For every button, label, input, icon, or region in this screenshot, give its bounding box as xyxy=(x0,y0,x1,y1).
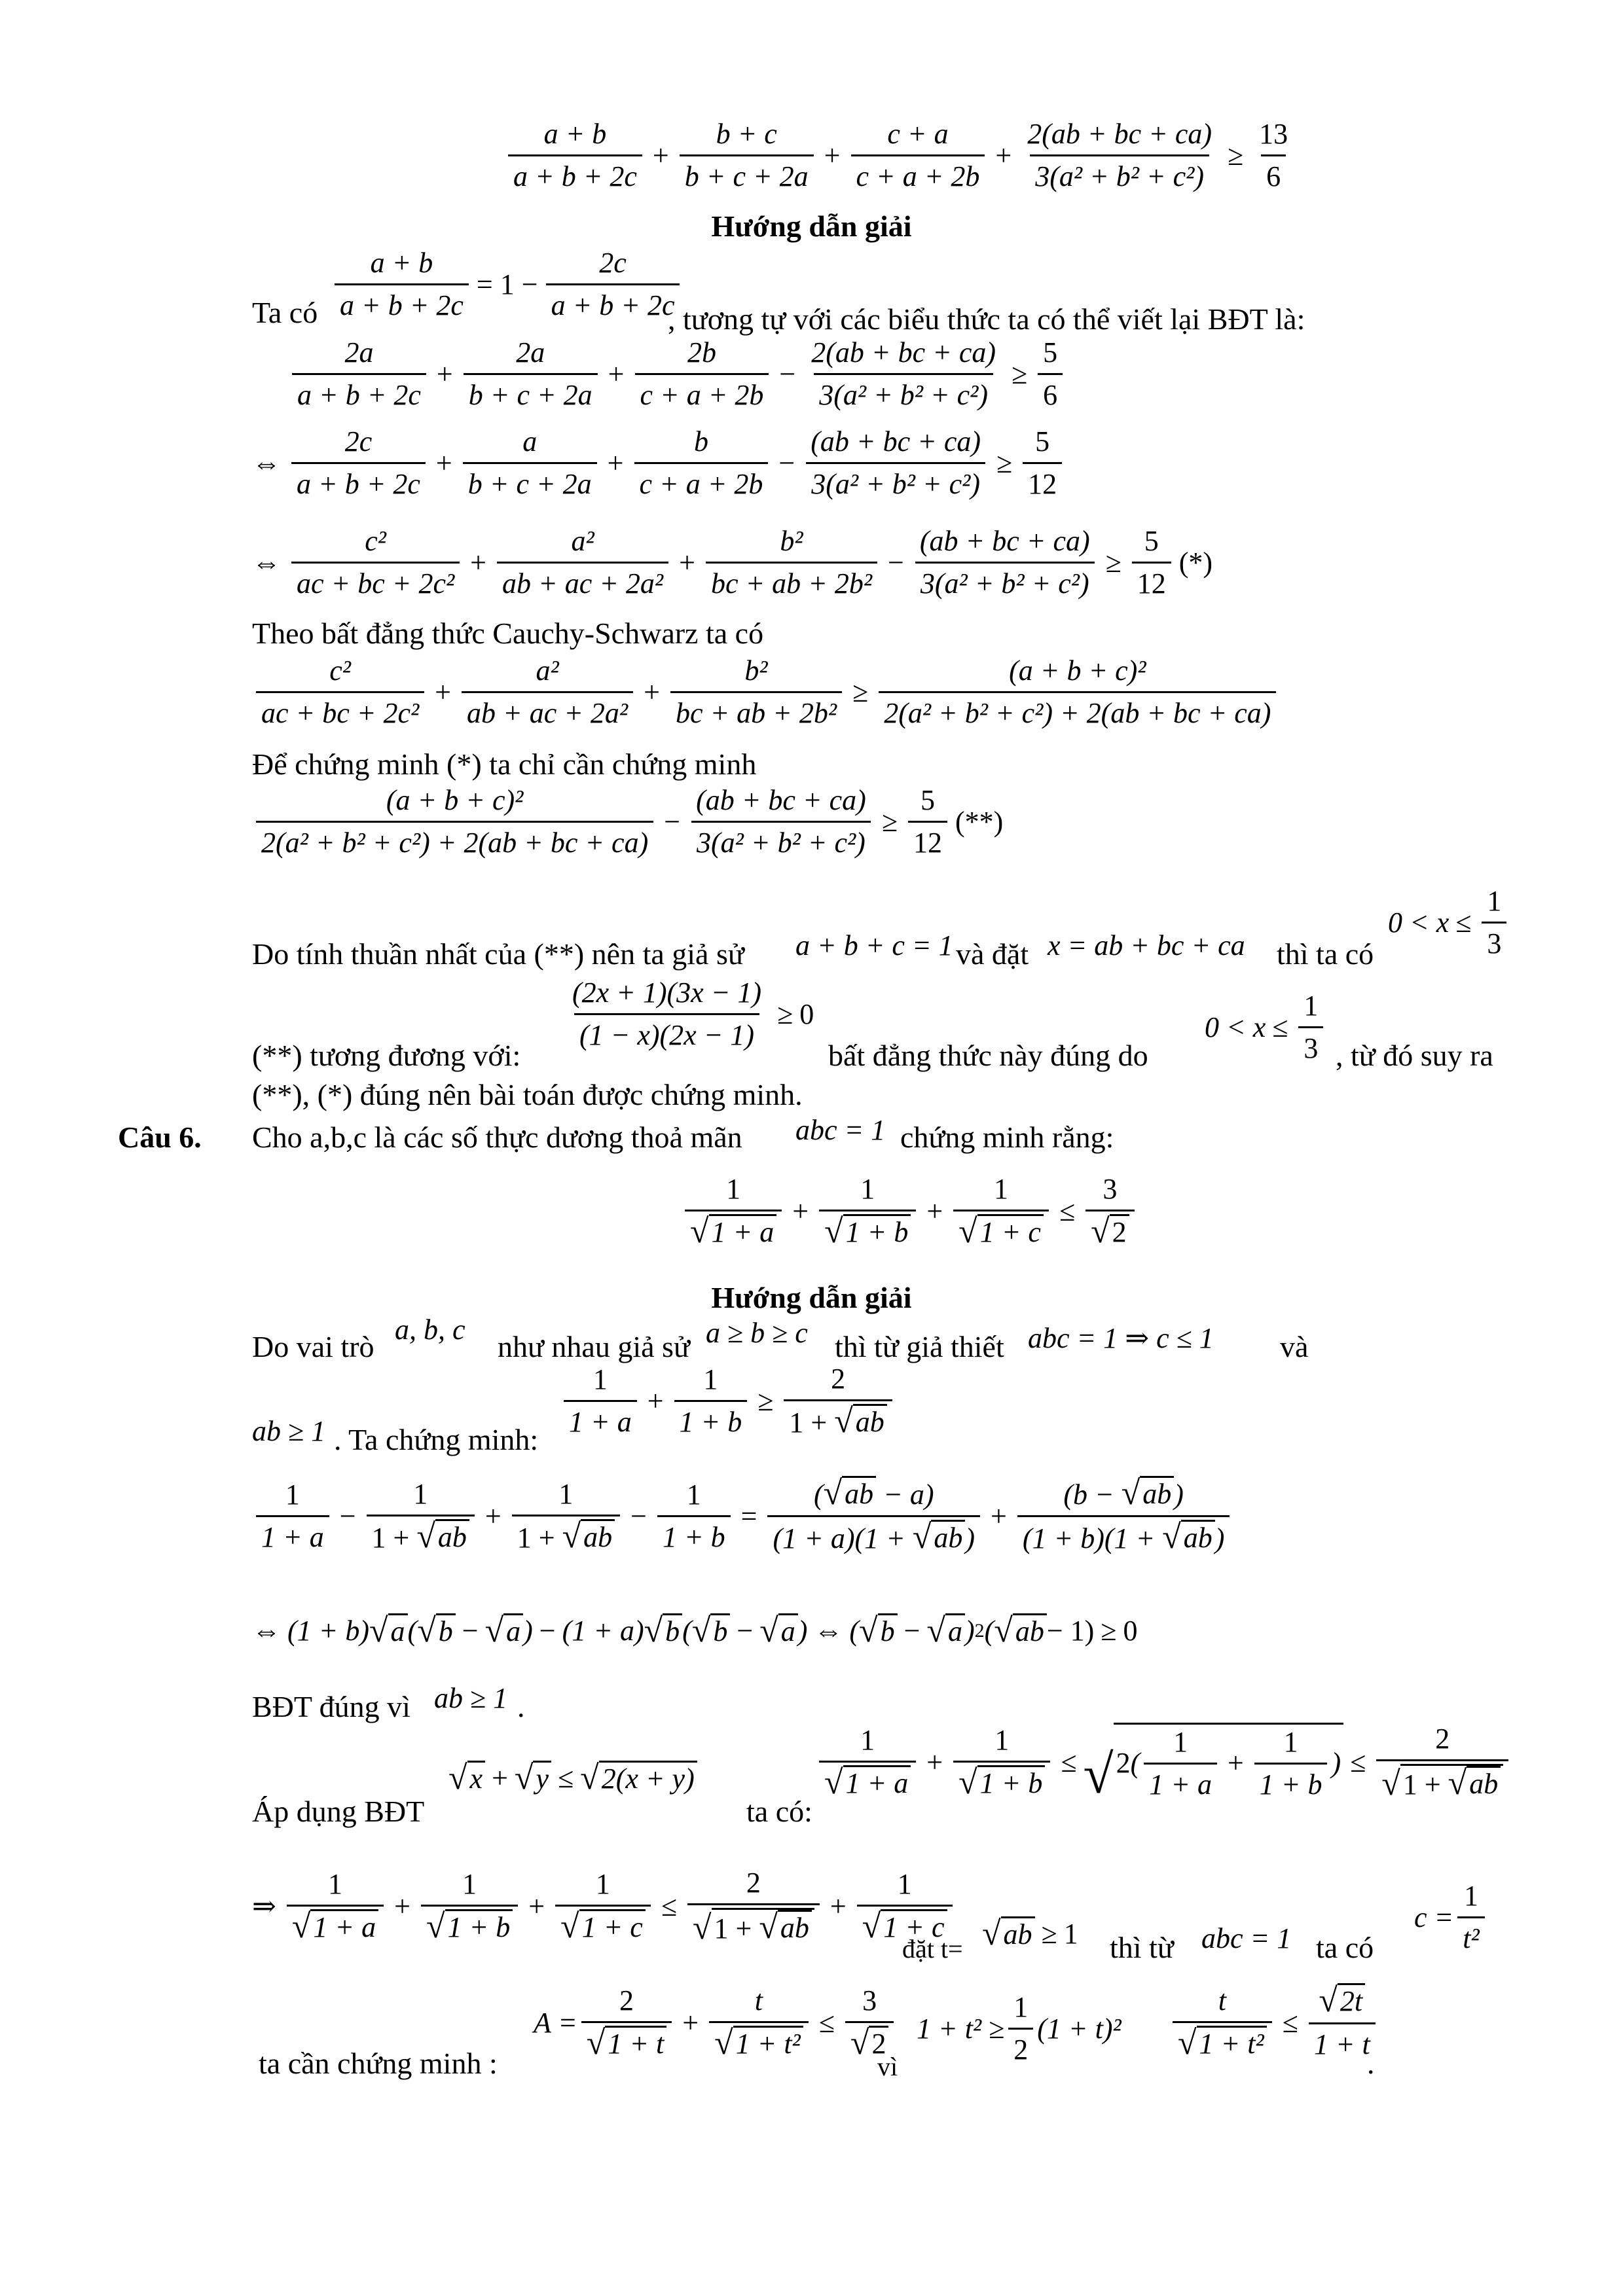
equals-one-minus: = 1 − xyxy=(476,268,538,300)
math-ab-ge-one-2: ab ≥ 1 xyxy=(434,1682,508,1714)
equation-bound-1 xyxy=(917,1990,1122,2068)
radicand: a xyxy=(503,1613,523,1648)
radicand: ab xyxy=(1001,1916,1035,1951)
expression-tail: − 1) xyxy=(1046,1615,1095,1647)
text-proved: (**), (*) đúng nên bài toán được chứng minh. xyxy=(252,1078,803,1111)
text-hence: , từ đó suy ra xyxy=(1336,1039,1493,1072)
fraction-numerator: (ab + bc + ca) xyxy=(696,784,866,816)
radicand: a xyxy=(778,1613,798,1648)
equation-step-2: ⇔ $\frac{2c}{a + b + 2c}$ + $\frac{a}{b + c + 2a}$ + $\frac{b}{c + a + 2b}$ − $\frac{(ab + bc + ca)}{\text{3(a² + b² + c²)}}$ ≥ $\frac{5}{12}$ xyxy=(252,424,1066,502)
equation-problem: $\frac{a + b}{a + b + 2c}$ + $\frac{b + c}{b + c + 2a}$ + $\frac{c + a}{c + a + 2b}$ + $\frac{2(ab + bc + ca)}{\text{3(a² + b² + c²)}}$ ≥ $\frac{13}{6}$ xyxy=(504,117,1297,194)
fraction-denominator: c + a + 2b xyxy=(634,462,769,502)
math-c-le-one: abc = 1 ⇒ c ≤ 1 xyxy=(1028,1322,1214,1354)
fraction-denominator: ac + bc + 2c² xyxy=(291,562,460,601)
inequality-right: (1 + t)² xyxy=(1037,2013,1122,2045)
text-role: Do vai trò xyxy=(252,1330,374,1363)
fraction-denominator: b + c + 2a xyxy=(680,154,814,194)
fraction-denominator: c + a + 2b xyxy=(635,373,769,413)
text-homogeneity: Do tính thuần nhất của (**) nên ta giả sử xyxy=(252,937,744,971)
radicand: 1 + a xyxy=(310,1909,378,1944)
fraction-numerator: 1 xyxy=(1173,1725,1188,1758)
fraction-numerator: 1 xyxy=(593,1363,608,1395)
math-ab-ge-one: ab ≥ 1 xyxy=(252,1415,326,1447)
text-and-set: và đặt xyxy=(956,937,1029,971)
radicand: y xyxy=(533,1761,551,1795)
text-true-because: bất đẳng thức này đúng do xyxy=(828,1039,1148,1072)
fraction-numerator: 2 xyxy=(619,1984,634,2017)
fraction-numerator: 2(ab + bc + ca) xyxy=(1027,118,1212,150)
text-because: vì xyxy=(877,2052,898,2081)
question-label: Câu 6. xyxy=(118,1121,202,1154)
fraction-numerator: 2a xyxy=(516,336,545,368)
exponent: 2 xyxy=(974,1619,985,1641)
radicand: 1 + b xyxy=(445,1909,513,1944)
fraction-numerator: (ab + bc + ca) xyxy=(919,525,1090,557)
fraction-numerator: 2a xyxy=(344,336,374,368)
fraction-numerator: 2c xyxy=(344,425,373,457)
fraction-numerator: 1 xyxy=(285,1479,300,1511)
fraction-denominator: a + b + 2c xyxy=(292,373,426,413)
fraction-numerator: c² xyxy=(329,655,351,687)
factor: (1 + b) xyxy=(287,1615,369,1647)
fraction-denominator: c + a + 2b xyxy=(851,154,985,194)
radicand: 1 + a xyxy=(843,1765,911,1800)
equation-cauchy-schwarz: $\frac{\text{c²}}{\text{ac + bc + 2c²}}$ + $\frac{\text{a²}}{\text{ab + ac + 2a²}}$ + $\frac{\text{b²}}{\text{bc + ab + 2b²}}$ ≥ $\frac{\text{(a + b + c)²}}{\text{2(a² + b² + c²) + 2(ab + bc + ca)}}$ xyxy=(252,653,1280,731)
denominator-part: (1 + xyxy=(1104,1522,1163,1554)
fraction-denominator: 1 + a xyxy=(1144,1763,1217,1803)
fraction-numerator: 1 xyxy=(897,1868,912,1900)
denominator-part: 1 + xyxy=(371,1522,417,1554)
fraction-numerator: 1 xyxy=(726,1173,741,1205)
math-abc-one: abc = 1 xyxy=(795,1114,886,1146)
math-order: a ≥ b ≥ c xyxy=(706,1317,808,1349)
fraction-numerator: t xyxy=(1218,1984,1226,2017)
text-need-prove: Để chứng minh (*) ta chỉ cần chứng minh xyxy=(252,747,757,781)
equation-identity xyxy=(331,245,684,323)
fraction-denominator: ab + ac + 2a² xyxy=(462,691,633,731)
fraction-numerator: 1 xyxy=(462,1868,477,1900)
radicand: 1 + t² xyxy=(1197,2026,1267,2060)
fraction-numerator: 1 xyxy=(1463,1880,1478,1912)
fraction-numerator: 1 xyxy=(595,1868,610,1900)
fraction-numerator: 1 xyxy=(1013,1991,1029,2023)
text-set-t: đặt t= xyxy=(902,1934,963,1964)
fraction-denominator: (1 − x)(2x − 1) xyxy=(574,1013,759,1053)
fraction-numerator: 2 xyxy=(831,1363,846,1395)
fraction-denominator: 2(a² + b² + c²) + 2(ab + bc + ca) xyxy=(256,821,653,861)
text-and: và xyxy=(1280,1330,1309,1363)
fraction-numerator: a² xyxy=(536,655,559,687)
text-we-have-2: ta có xyxy=(1316,1931,1374,1964)
fraction-denominator: 3 xyxy=(1482,922,1506,961)
coefficient: 2 xyxy=(1116,1747,1131,1779)
inequality-sign: ≥ xyxy=(1228,139,1244,171)
fraction-numerator: (a + b + c)² xyxy=(1009,655,1146,687)
fraction-denominator: 1 + b xyxy=(1254,1763,1328,1803)
fraction-numerator: 1 xyxy=(994,1724,1010,1756)
numerator-part: b − xyxy=(1072,1479,1122,1511)
inequality-left: 0 < x xyxy=(1205,1011,1266,1043)
question-text: Cho a,b,c là các số thực dương thoả mãn xyxy=(252,1121,742,1154)
fraction-denominator: 6 xyxy=(1261,154,1286,194)
fraction-numerator: 5 xyxy=(920,784,935,816)
math-sum-one: a + b + c = 1 xyxy=(795,929,953,961)
fraction-denominator: 2(a² + b² + c²) + 2(ab + bc + ca) xyxy=(879,691,1276,731)
fraction-denominator: b + c + 2a xyxy=(464,373,598,413)
text-cauchy: Theo bất đẳng thức Cauchy-Schwarz ta có xyxy=(252,617,764,650)
radicand: 1 + b xyxy=(843,1214,911,1249)
equation-sqrt-ineq: √ x + √ y ≤ √ 2(x + y) xyxy=(448,1761,697,1795)
fraction-numerator: (a + b + c)² xyxy=(386,784,524,816)
fraction-numerator: a + b xyxy=(370,247,433,279)
equation-left: A = xyxy=(534,2007,577,2039)
equation-x-range: 0 < x ≤ $\frac{1}{3}$ xyxy=(1388,884,1510,961)
fraction-numerator: b + c xyxy=(716,118,777,150)
radicand: b xyxy=(436,1613,456,1648)
radicand: ab xyxy=(853,1404,887,1439)
fraction-numerator: 1 xyxy=(686,1479,701,1511)
fraction-numerator: c + a xyxy=(887,118,949,150)
fraction-denominator: 2 xyxy=(1008,2028,1033,2068)
fraction-denominator: 12 xyxy=(1023,462,1062,502)
equation-tag: (*) xyxy=(1178,547,1213,579)
zero: 0 xyxy=(799,998,814,1030)
fraction-denominator: 1 + b xyxy=(674,1400,748,1440)
solution-heading-2: Hướng dẫn giải xyxy=(711,1281,912,1314)
denominator-part: (1 + a) xyxy=(773,1522,855,1554)
radicand: a xyxy=(388,1613,408,1648)
text-apply: Áp dụng BĐT xyxy=(252,1795,425,1828)
radicand: ab xyxy=(778,1910,812,1945)
fraction-numerator: 13 xyxy=(1259,118,1288,150)
radicand: ab xyxy=(1467,1766,1501,1801)
radicand: ab xyxy=(1013,1613,1047,1648)
radicand: 2(x + y) xyxy=(599,1761,697,1795)
radicand: 1 + b xyxy=(977,1765,1046,1800)
fraction-numerator: a² xyxy=(571,525,594,557)
text-then: thì ta có xyxy=(1277,937,1374,971)
radicand: b xyxy=(663,1613,682,1648)
fraction-numerator: 5 xyxy=(1144,525,1159,557)
radicand: 1 + c xyxy=(579,1909,646,1944)
fraction-numerator: 5 xyxy=(1035,425,1050,457)
text-period: . xyxy=(517,1690,525,1723)
fraction-numerator: 2c xyxy=(599,247,627,279)
equation-bound-2: t √ 1 + t² ≤ √ 2t 1 + t xyxy=(1169,1983,1379,2062)
fraction-denominator: 1 + t xyxy=(1309,2022,1376,2062)
math-x-def: x = ab + bc + ca xyxy=(1048,929,1245,961)
text-equivalent: (**) tương đương với: xyxy=(252,1039,521,1072)
radicand: x xyxy=(467,1761,486,1795)
math-abc: a, b, c xyxy=(395,1314,465,1346)
fraction-denominator: a + b + 2c xyxy=(546,283,680,323)
radicand: 2 xyxy=(869,2026,888,2060)
text-we-prove: . Ta chứng minh: xyxy=(334,1423,539,1456)
radicand: 2t xyxy=(1338,1983,1365,2018)
radicand: ab xyxy=(1181,1520,1215,1554)
fraction-numerator: a + b xyxy=(543,118,607,150)
fraction-numerator: c² xyxy=(365,525,386,557)
radicand: ab xyxy=(1140,1476,1174,1511)
text-need-show: ta cần chứng minh : xyxy=(259,2047,498,2080)
text-from: thì từ xyxy=(1110,1931,1174,1964)
radicand: b xyxy=(710,1613,730,1648)
radicand: ab xyxy=(931,1520,965,1554)
radicand: 1 + t xyxy=(605,2026,666,2060)
fraction-numerator: b² xyxy=(780,525,803,557)
fraction-numerator: 3 xyxy=(862,1984,877,2017)
fraction-denominator: 3(a² + b² + c²) xyxy=(915,562,1095,601)
fraction-denominator: a + b + 2c xyxy=(508,154,642,194)
radicand: ab xyxy=(842,1476,876,1511)
fraction-denominator: 12 xyxy=(908,821,947,861)
fraction-denominator: 1 + a xyxy=(256,1515,329,1555)
text-rewrite: , tương tự với các biểu thức ta có thể viết lại BĐT là: xyxy=(668,302,1305,336)
fraction-denominator: bc + ab + 2b² xyxy=(706,562,877,601)
equation-star-star: $\frac{\text{(a + b + c)²}}{\text{2(a² + b² + c²) + 2(ab + bc + ca)}}$ − $\frac{(ab + bc + ca)}{\text{3(a² + b² + c²)}}$ ≥ $\frac{5}{12}$ (**) xyxy=(252,783,1007,861)
equation-x-range-2: 0 < x ≤ $\frac{1}{3}$ xyxy=(1205,988,1327,1066)
equation-lemma-proof: $\frac{1}{1 + a}$ − 1 1 + √ ab + 1 1 + √ ab − $\frac{1}{1 + b}$ = ( √ ab − a) (1 + a)(1 + √ ab ) + (b − √ ab ) (1 + b)(1 + √ ab ) xyxy=(252,1476,1233,1556)
denominator-part: (1 + b) xyxy=(1022,1522,1104,1554)
fraction-denominator: bc + ab + 2b² xyxy=(670,691,842,731)
fraction-numerator: 1 xyxy=(328,1868,342,1900)
radicand: 1 + c xyxy=(977,1214,1044,1249)
text-from-hyp: thì từ giả thiết xyxy=(835,1330,1004,1363)
fraction-denominator: 1 + b xyxy=(657,1515,731,1555)
radicand: b xyxy=(878,1613,898,1648)
text-final-dot: . xyxy=(1367,2047,1375,2080)
text-assume: như nhau giả sử xyxy=(498,1330,690,1363)
equation-lemma-final: ⇔ (1 + b) √ a ( √ b − √ a ) − (1 + a) √ b ( √ b − √ a ) ⇔ ( √ b − √ a ) 2 ( √ ab − 1) ≥ 0 xyxy=(252,1612,1138,1649)
text-we-have: ta có: xyxy=(746,1795,812,1828)
denominator-part: (1 + xyxy=(854,1522,913,1554)
equation-question: 1 √ 1 + a + 1 √ 1 + b + 1 √ 1 + c ≤ 3 √ 2 xyxy=(681,1172,1139,1251)
radicand: a xyxy=(945,1613,965,1648)
question-text-2: chứng minh rằng: xyxy=(900,1121,1114,1154)
radicand: 2 xyxy=(1110,1214,1129,1249)
fraction-numerator: 2b xyxy=(687,336,716,368)
equation-a-def: A = 2 √ 1 + t + t √ 1 + t² ≤ 3 √ 2 xyxy=(534,1983,898,2062)
fraction-numerator: 3 xyxy=(1103,1173,1118,1205)
radicand: 1 + c xyxy=(881,1909,947,1944)
equation-equivalent: $\frac{(2x + 1)(3x - 1)}{(1 - x)(2x - 1)}$ ≥ 0 xyxy=(563,975,814,1053)
fraction-denominator: 3(a² + b² + c²) xyxy=(1030,154,1209,194)
equation-lemma: $\frac{1}{1 + a}$ + $\frac{1}{1 + b}$ ≥ 2 1 + √ ab xyxy=(560,1361,896,1441)
fraction-numerator: 1 xyxy=(413,1478,428,1510)
numerator-part: a xyxy=(909,1479,924,1511)
fraction-denominator: t² xyxy=(1457,1916,1484,1956)
fraction-numerator: 1 xyxy=(1283,1725,1298,1758)
equation-left: c = xyxy=(1414,1901,1454,1933)
fraction-denominator: 3(a² + b² + c²) xyxy=(814,373,993,413)
fraction-denominator: 12 xyxy=(1132,562,1171,601)
equation-step-3: ⇔ $\frac{\text{c²}}{\text{ac + bc + 2c²}}$ + $\frac{\text{a²}}{\text{ab + ac + 2a²}}$ + $\frac{\text{b²}}{\text{bc + ab + 2b²}}$ − $\frac{(ab + bc + ca)}{\text{3(a² + b² + c²)}}$ ≥ $\frac{5}{12}$ (*) xyxy=(252,524,1216,601)
fraction-numerator: 2 xyxy=(746,1867,761,1899)
equation-c-in-t xyxy=(1414,1878,1489,1956)
fraction-numerator: 2(ab + bc + ca) xyxy=(811,336,996,368)
fraction-numerator: 1 xyxy=(860,1724,875,1756)
fraction-denominator: ab + ac + 2a² xyxy=(497,562,668,601)
fraction-denominator: 1 + a xyxy=(564,1400,637,1440)
text-bdt-true: BĐT đúng vì xyxy=(252,1690,410,1723)
fraction-denominator: ac + bc + 2c² xyxy=(256,691,424,731)
text-ta-co: Ta có xyxy=(252,296,318,329)
fraction-numerator: 1 xyxy=(994,1173,1009,1205)
equation-step-1: $\frac{2a}{a + b + 2c}$ + $\frac{2a}{b + c + 2a}$ + $\frac{2b}{c + a + 2b}$ − $\frac{2(ab + bc + ca)}{\text{3(a² + b² + c²)}}$ ≥ $\frac{5}{6}$ xyxy=(288,335,1067,413)
fraction-denominator: 3(a² + b² + c²) xyxy=(806,462,985,502)
fraction-numerator: b xyxy=(693,425,708,457)
fraction-numerator: t xyxy=(754,1984,763,2017)
radicand: ab xyxy=(581,1519,615,1554)
fraction-numerator: 5 xyxy=(1043,336,1058,368)
fraction-numerator: (ab + bc + ca) xyxy=(811,425,981,457)
factor: (1 + a) xyxy=(562,1615,644,1647)
equation-sum-bound: ⇒ 1 √ 1 + a + 1 √ 1 + b + 1 √ 1 + c ≤ 2 √ 1 + √ ab + 1 √ 1 + c xyxy=(252,1865,957,1947)
equation-apply: 1 √ 1 + a + 1 √ 1 + b ≤ √ 2 ( $\frac{1}{1 + a}$ + $\frac{1}{1 + b}$ ) ≤ 2 √ 1 + √ ab xyxy=(815,1721,1512,1803)
equation-t-def: √ ab ≥ 1 xyxy=(982,1915,1078,1952)
inequality-left: 1 + t² ≥ xyxy=(917,2013,1005,2045)
fraction-denominator: 3(a² + b² + c²) xyxy=(691,821,871,861)
fraction-numerator: 1 xyxy=(1487,885,1502,917)
radicand: 1 + t² xyxy=(733,2026,803,2060)
fraction-numerator: 1 xyxy=(860,1173,875,1205)
zero: 0 xyxy=(1123,1615,1138,1647)
fraction-denominator: 3 xyxy=(1298,1026,1323,1066)
solution-heading: Hướng dẫn giải xyxy=(711,209,912,243)
fraction-numerator: 2 xyxy=(1435,1723,1450,1755)
inequality-left: 0 < x xyxy=(1388,906,1450,939)
radicand: ab xyxy=(435,1519,469,1554)
fraction-numerator: 1 xyxy=(558,1478,574,1510)
fraction-denominator: 6 xyxy=(1038,373,1063,413)
fraction-denominator: a + b + 2c xyxy=(335,283,469,323)
math-abc-one-2: abc = 1 xyxy=(1201,1922,1292,1954)
fraction-numerator: 1 xyxy=(1304,990,1319,1022)
fraction-denominator: a + b + 2c xyxy=(291,462,426,502)
fraction-denominator: b + c + 2a xyxy=(463,462,597,502)
fraction-numerator: a xyxy=(522,425,538,457)
fraction-numerator: 1 xyxy=(703,1363,718,1395)
equation-tag: (**) xyxy=(955,806,1004,838)
fraction-numerator: b² xyxy=(744,655,768,687)
fraction-numerator: (2x + 1)(3x − 1) xyxy=(572,977,762,1009)
radicand: 1 + a xyxy=(709,1214,777,1249)
